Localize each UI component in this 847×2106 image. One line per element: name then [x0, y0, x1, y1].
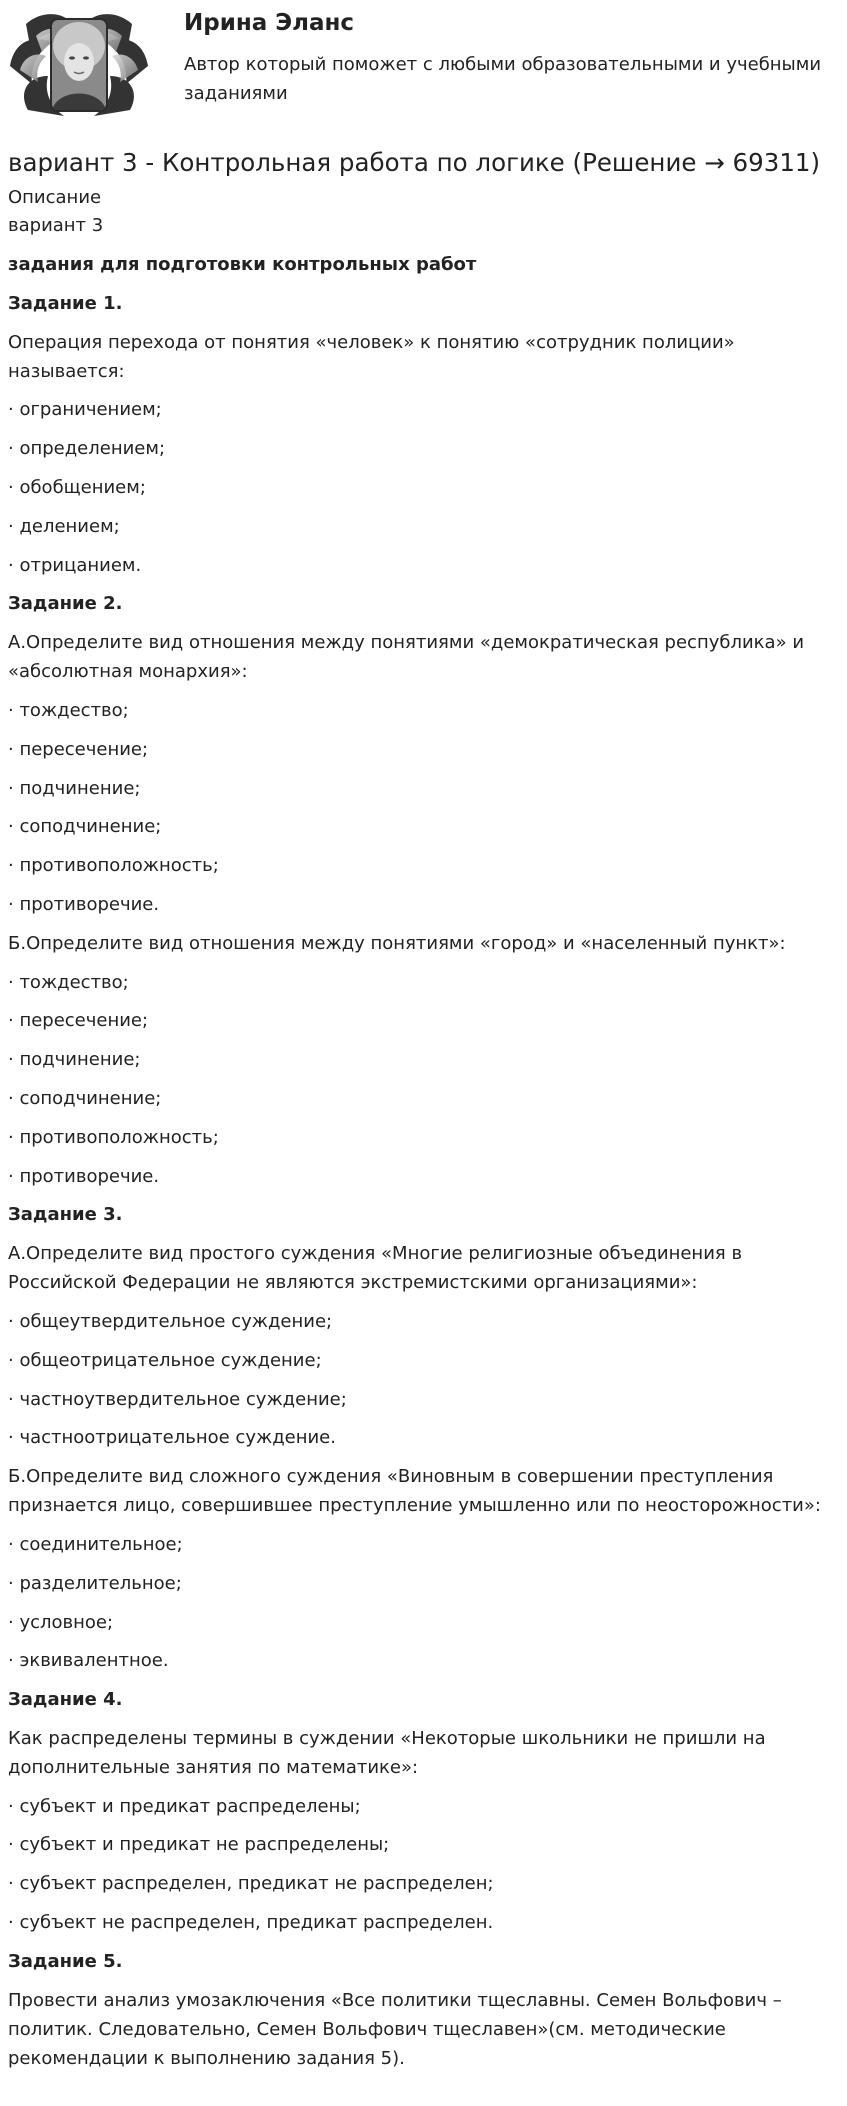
- list-item: · субъект распределен, предикат не распределен;: [8, 1873, 494, 1895]
- page-title-main: вариант 3 - Контрольная работа по логике (Решение: [8, 148, 705, 177]
- list-item: · эквивалентное.: [8, 1650, 169, 1672]
- list-item: · подчинение;: [8, 1049, 141, 1071]
- paragraph: Задание 5.: [8, 1950, 123, 1972]
- list-item: · обобщением;: [8, 476, 146, 498]
- list-item: · пересечение;: [8, 738, 149, 760]
- author-avatar-icon[interactable]: [6, 6, 152, 124]
- list-item: · противоречие.: [8, 893, 160, 915]
- author-description: Автор который поможет с любыми образовательными и учебными заданиями: [184, 54, 822, 104]
- list-item: · тождество;: [8, 971, 129, 993]
- paragraph: А.Определите вид отношения между понятиями «демократическая республика» и «абсолютная монархия»:: [8, 632, 805, 683]
- list-item: · противоречие.: [8, 1165, 160, 1187]
- right-arrow-icon: →: [704, 148, 725, 177]
- page-title: [8, 148, 820, 177]
- paragraph: Как распределены термины в суждении «Некоторые школьники не пришли на дополнительные занятия по математике»:: [8, 1727, 766, 1778]
- paragraph: Задание 4.: [8, 1689, 123, 1711]
- list-item: · частноотрицательное суждение.: [8, 1427, 336, 1449]
- list-item: · соподчинение;: [8, 816, 162, 838]
- list-item: · условное;: [8, 1611, 114, 1633]
- author-header: [0, 0, 847, 130]
- paragraph: Задание 2.: [8, 593, 123, 615]
- task-content: [8, 250, 840, 2082]
- list-item: · ограничением;: [8, 399, 162, 421]
- list-item: · соподчинение;: [8, 1087, 162, 1109]
- list-item: · делением;: [8, 515, 120, 537]
- paragraph: Задание 3.: [8, 1204, 123, 1226]
- list-item: · общеутвердительное суждение;: [8, 1310, 333, 1332]
- paragraph: Операция перехода от понятия «человек» к понятию «сотрудник полиции» называется:: [8, 331, 735, 382]
- content-heading: задания для подготовки контрольных работ: [8, 254, 477, 275]
- description-label: Описание: [8, 187, 102, 208]
- list-item: · соединительное;: [8, 1533, 183, 1555]
- author-name[interactable]: Ирина Эланс: [184, 10, 355, 36]
- list-item: · определением;: [8, 438, 166, 460]
- list-item: · частноутвердительное суждение;: [8, 1388, 347, 1410]
- list-item: · противоположность;: [8, 1126, 219, 1148]
- list-item: · субъект и предикат распределены;: [8, 1795, 361, 1817]
- list-item: · пересечение;: [8, 1010, 149, 1032]
- list-item: · субъект не распределен, предикат распределен.: [8, 1912, 494, 1934]
- page-title-tail: 69311): [724, 148, 821, 177]
- paragraph: Провести анализ умозаключения «Все политики тщеславны. Семен Вольфович – политик. Следовательно, Семен Вольфович тщеславен»(см. методические рекомендации к выполнению задания 5).: [8, 1989, 782, 2069]
- list-item: · субъект и предикат не распределены;: [8, 1834, 390, 1856]
- list-item: · подчинение;: [8, 777, 141, 799]
- list-item: · тождество;: [8, 699, 129, 721]
- list-item: · разделительное;: [8, 1572, 182, 1594]
- list-item: · противоположность;: [8, 855, 219, 877]
- list-item: · общеотрицательное суждение;: [8, 1349, 322, 1371]
- list-item: · отрицанием.: [8, 554, 142, 576]
- variant-label: вариант 3: [8, 215, 104, 236]
- paragraph: А.Определите вид простого суждения «Многие религиозные объединения в Российской Федерации не являются экстремистскими организациями»:: [8, 1243, 743, 1294]
- paragraph: Б.Определите вид отношения между понятиями «город» и «населенный пункт»:: [8, 932, 786, 954]
- paragraph: Задание 1.: [8, 292, 123, 314]
- paragraph: Б.Определите вид сложного суждения «Виновным в совершении преступления признается лицо, совершившее преступление умышленно или по неосторожности»:: [8, 1466, 821, 1517]
